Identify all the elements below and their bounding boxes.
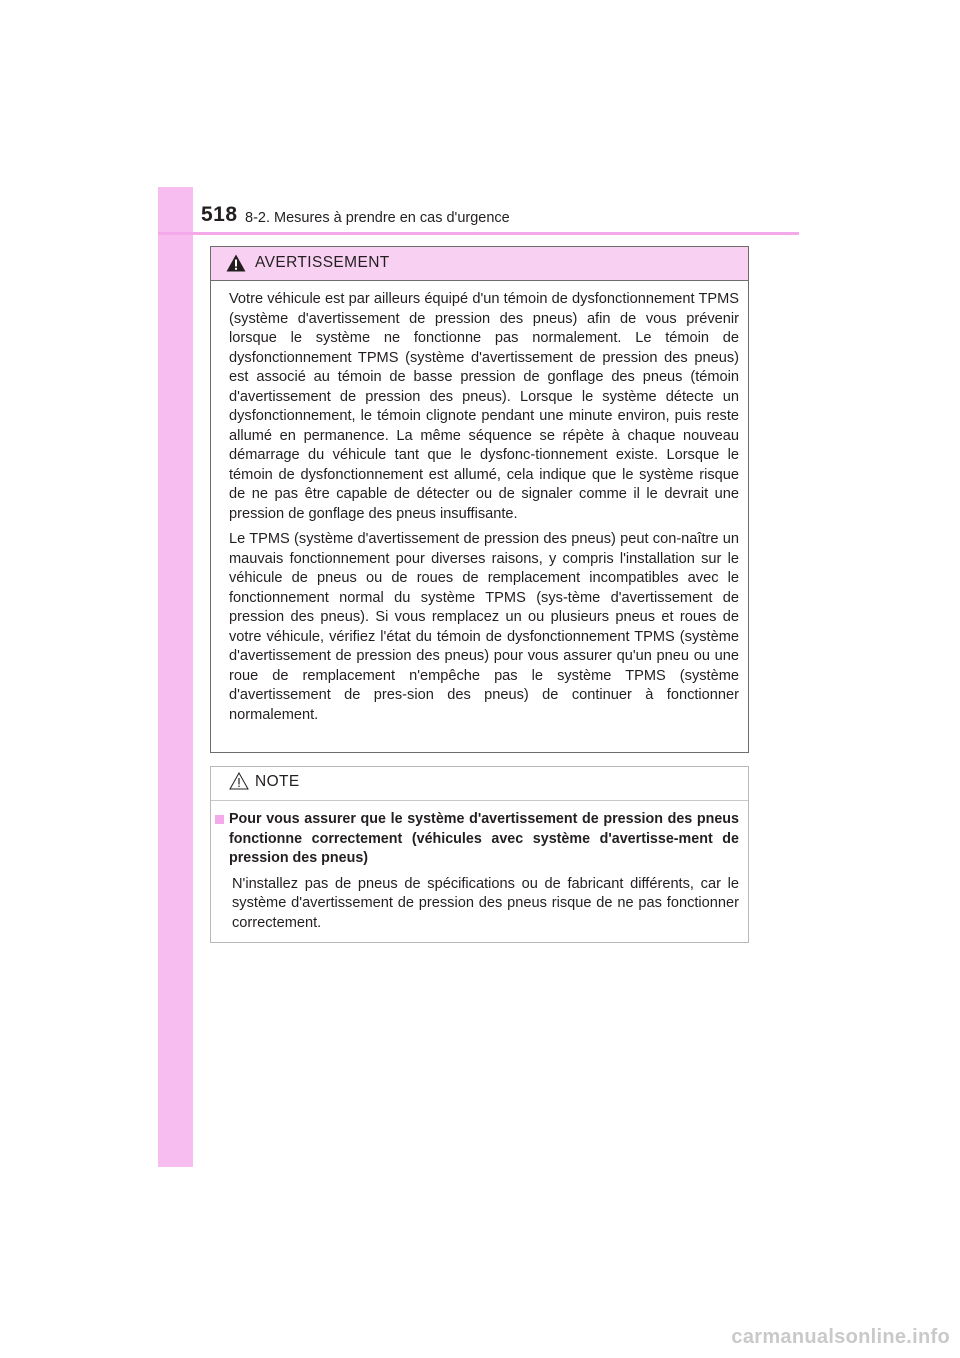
warning-label: AVERTISSEMENT xyxy=(255,254,390,271)
chapter-side-strip xyxy=(158,187,193,1167)
page-number: 518 xyxy=(201,203,238,226)
caution-triangle-outline-icon xyxy=(229,772,249,790)
section-title: 8-2. Mesures à prendre en cas d'urgence xyxy=(245,210,510,226)
note-heading-row xyxy=(215,810,739,869)
note-body xyxy=(211,801,748,933)
warning-body xyxy=(211,281,748,725)
warning-box xyxy=(210,246,749,753)
warning-header xyxy=(211,247,748,281)
header-rule xyxy=(158,232,799,235)
warning-paragraph-2: Le TPMS (système d'avertissement de pression des pneus) peut con-naître un mauvais fonctionnement pour diverses raisons, y compris l'installation sur le véhicule de pneus ou de roues de remplacement incompatibles avec le fonctionnement normal du système TPMS (sys-tème d'avertissement de pression des pneus). Si vous remplacez un ou plusieurs pneus et roues de votre véhicule, vérifiez l'état du témoin de dysfonctionnement TPMS (système d'avertissement de pression des pneus) pour vous assurer qu'un pneu ou une roue de remplacement n'empêche pas le système TPMS (système d'avertissement de pres-sion des pneus) de continuer à fonctionner normalement. xyxy=(229,531,739,723)
note-header xyxy=(211,767,748,801)
watermark: carmanualsonline.info xyxy=(731,1326,950,1348)
note-text: N'installez pas de pneus de spécifications ou de fabricant différents, car le système d'avertissement de pression des pneus risque de ne pas fonctionner correctement. xyxy=(232,875,739,931)
note-heading: Pour vous assurer que le système d'avertissement de pression des pneus fonctionne correctement (véhicules avec système d'avertisse-ment de pression des pneus) xyxy=(229,811,739,866)
note-label: NOTE xyxy=(255,773,300,790)
warning-triangle-icon xyxy=(226,254,246,272)
note-box xyxy=(210,766,749,943)
warning-paragraph-1: Votre véhicule est par ailleurs équipé d'un témoin de dysfonctionnement TPMS (système d'avertissement de pression des pneus) afin de vous prévenir lorsque le système ne fonctionne pas normalement. Le témoin de dysfonctionnement TPMS (système d'avertissement de pression des pneus) est associé au témoin de basse pression de gonflage des pneus (témoin d'avertissement de pression des pneus). Lorsque le système détecte un dysfonctionnement, le témoin clignote pendant une minute environ, puis reste allumé en permanence. La même séquence se répète à chaque nouveau démarrage du véhicule tant que le dysfonc-tionnement existe. Lorsque le témoin de dysfonctionnement est allumé, cela indique que le système risque de ne pas être capable de détecter ou de signaler comme il le devrait une pression de gonflage des pneus insuffisante. xyxy=(229,291,739,522)
bullet-square-icon xyxy=(215,815,224,824)
